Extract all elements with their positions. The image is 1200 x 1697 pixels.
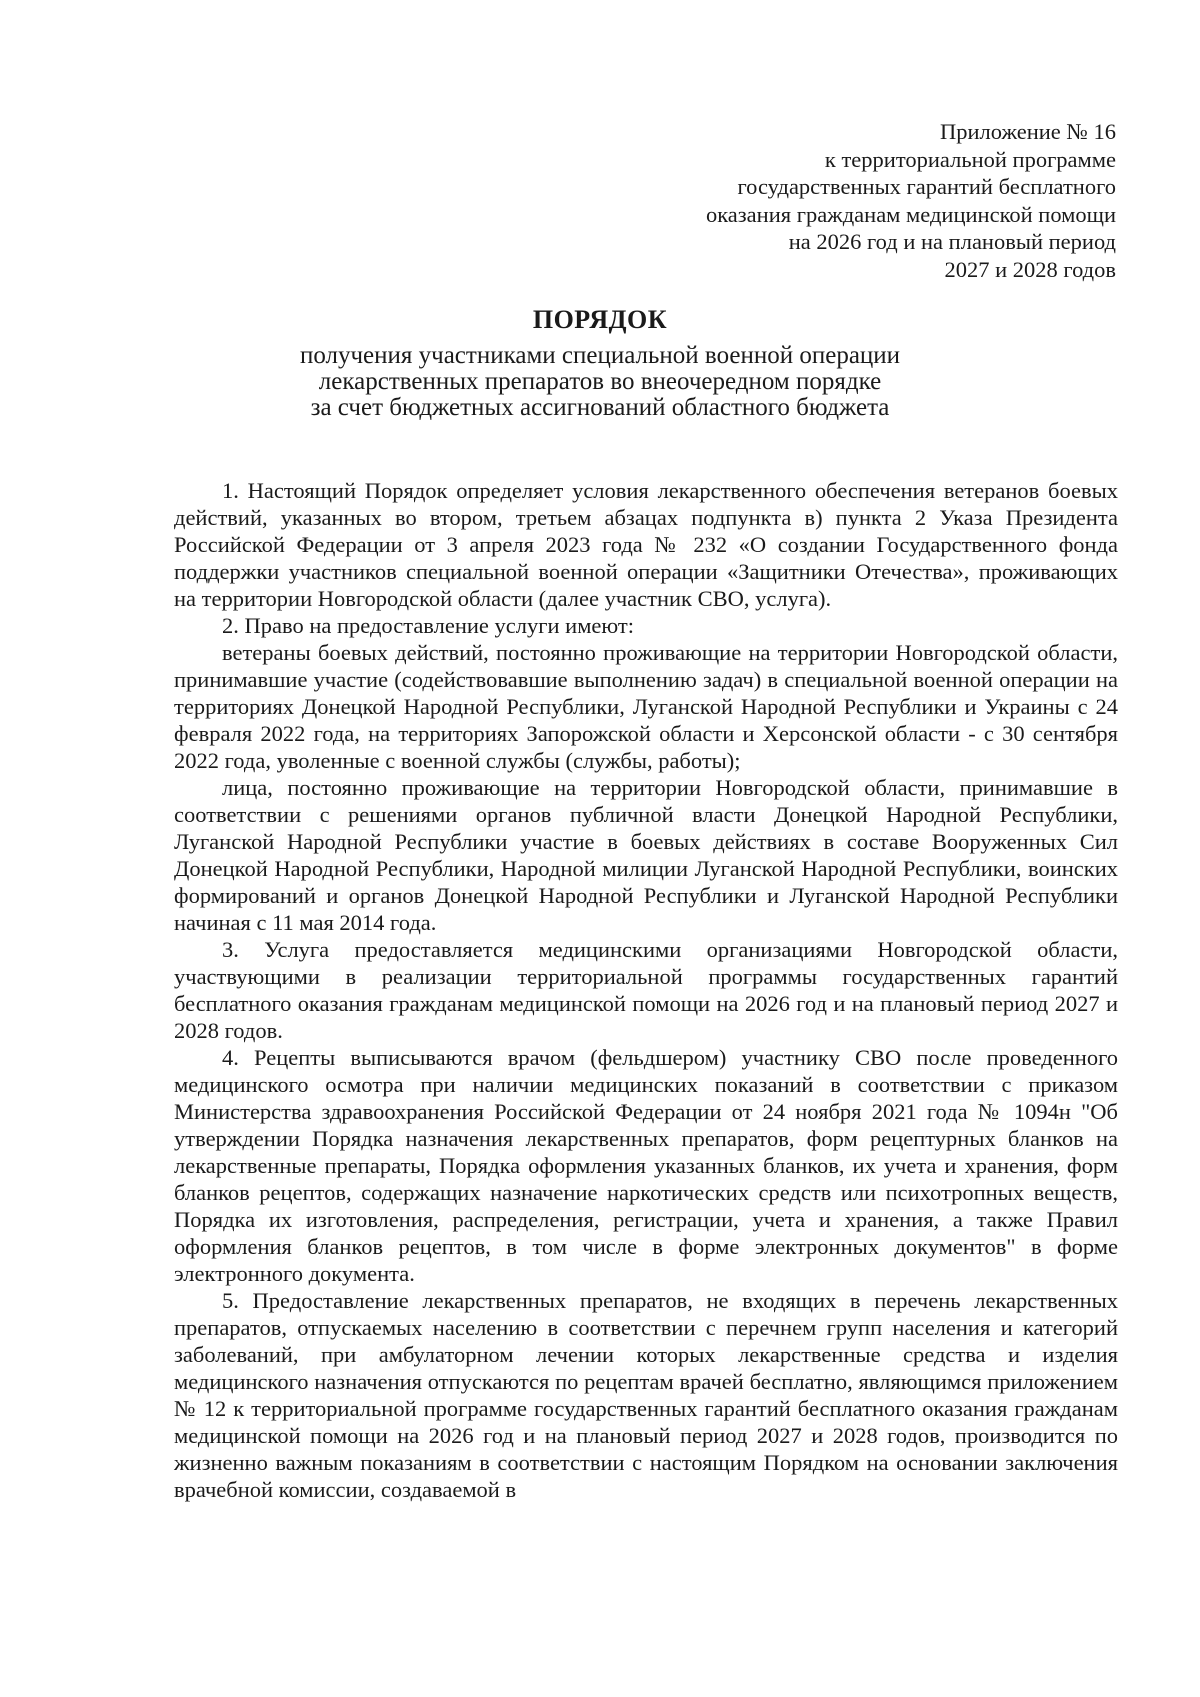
document-body xyxy=(174,477,1118,1503)
document-subtitle xyxy=(0,343,1200,421)
appendix-line: Приложение № 16 xyxy=(940,119,1116,144)
paragraph-2-item-1: ветераны боевых действий, постоянно проживающие на территории Новгородской области, принимавшие участие (содействовавшие выполнению задач) в специальной военной операции на территориях Донецкой Народной Республики, Луганской Народной Республики и Украины с 24 февраля 2022 года, на территориях Запорожской области и Херсонской области - с 30 сентября 2022 года, уволенные с военной службы (службы, работы); xyxy=(174,640,1118,773)
document-title: ПОРЯДОК xyxy=(532,305,668,334)
subtitle-line: лекарственных препаратов во внеочередном порядке xyxy=(318,368,882,395)
paragraph-1: 1. Настоящий Порядок определяет условия лекарственного обеспечения ветеранов боевых действий, указанных во втором, третьем абзацах подпункта в) пункта 2 Указа Президента Российской Федерации от 3 апреля 2023 года № 232 «О создании Государственного фонда поддержки участников специальной военной операции «Защитники Отечества», проживающих на территории Новгородской области (далее участник СВО, услуга). xyxy=(174,478,1118,611)
subtitle-line: за счет бюджетных ассигнований областного бюджета xyxy=(310,394,890,421)
appendix-line: к территориальной программе xyxy=(824,146,1116,172)
appendix-line: 2027 и 2028 годов xyxy=(944,256,1116,282)
appendix-line: государственных гарантий бесплатного xyxy=(737,174,1116,199)
paragraph-3: 3. Услуга предоставляется медицинскими организациями Новгородской области, участвующими в реализации территориальной программы государственных гарантий бесплатного оказания гражданам медицинской помощи на 2026 год и на плановый период 2027 и 2028 годов. xyxy=(174,937,1118,1043)
appendix-line: на 2026 год и на плановый период xyxy=(788,229,1116,254)
appendix-header xyxy=(416,118,1116,283)
paragraph-4: 4. Рецепты выписываются врачом (фельдшером) участнику СВО после проведенного медицинского осмотра при наличии медицинских показаний в соответствии с приказом Министерства здравоохранения Российской Федерации от 24 ноября 2021 года № 1094н "Об утверждении Порядка назначения лекарственных препаратов, форм рецептурных бланков на лекарственные препараты, Порядка оформления указанных бланков, их учета и хранения, форм бланков рецептов, содержащих назначение наркотических средств или психотропных веществ, Порядка их изготовления, распределения, регистрации, учета и хранения, а также Правил оформления бланков рецептов, в том числе в форме электронных документов" в форме электронного документа. xyxy=(174,1045,1118,1286)
paragraph-2: 2. Право на предоставление услуги имеют: xyxy=(222,613,635,638)
paragraph-5: 5. Предоставление лекарственных препаратов, не входящих в перечень лекарственных препаратов, отпускаемых населению в соответствии с перечнем групп населения и категорий заболеваний, при амбулаторном лечении которых лекарственные средства и изделия медицинского назначения отпускаются по рецептам врачей бесплатно, являющимся приложением № 12 к территориальной программе государственных гарантий бесплатного оказания гражданам медицинской помощи на 2026 год и на плановый период 2027 и 2028 годов, производится по жизненно важным показаниям в соответствии с настоящим Порядком на основании заключения врачебной комиссии, создаваемой в xyxy=(174,1288,1118,1502)
appendix-line: оказания гражданам медицинской помощи xyxy=(705,201,1116,227)
subtitle-line: получения участниками специальной военной операции xyxy=(299,342,901,369)
paragraph-2-item-2: лица, постоянно проживающие на территории Новгородской области, принимавшие в соответствии с решениями органов публичной власти Донецкой Народной Республики, Луганской Народной Республики участие в боевых действиях в составе Вооруженных Сил Донецкой Народной Республики, Народной милиции Луганской Народной Республики, воинских формирований и органов Донецкой Народной Республики и Луганской Народной Республики начиная с 11 мая 2014 года. xyxy=(174,775,1118,935)
